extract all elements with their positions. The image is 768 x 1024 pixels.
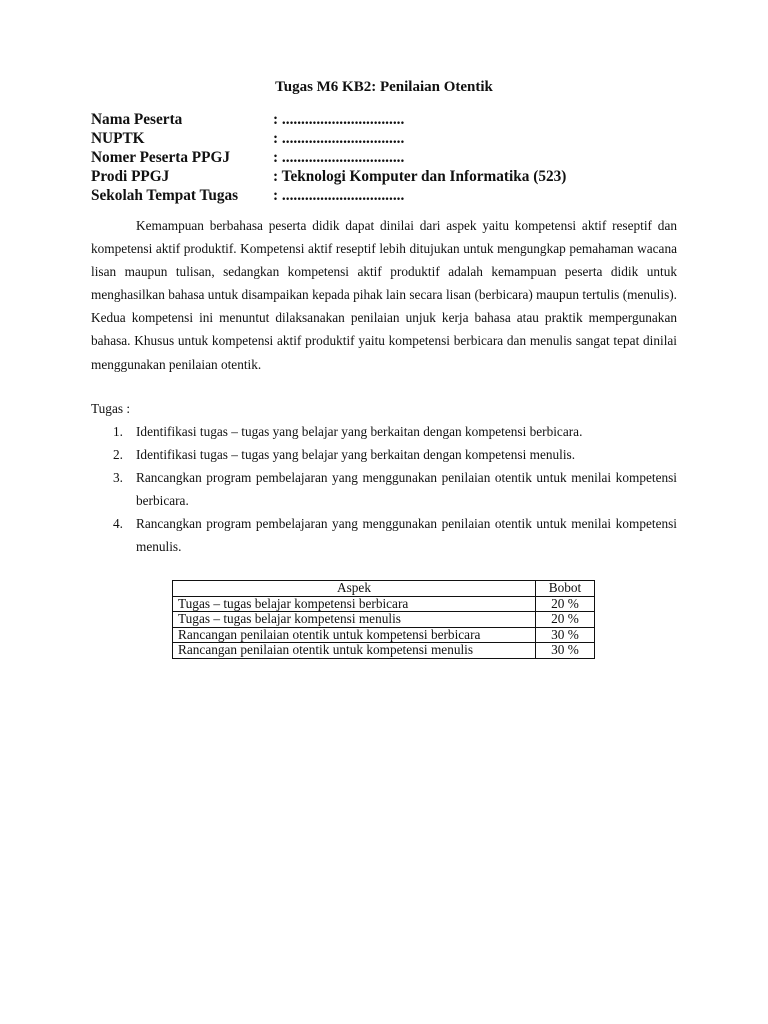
task-number: 3. <box>113 470 123 486</box>
aspek-cell: Rancangan penilaian otentik untuk kompetensi berbicara <box>173 627 536 643</box>
bobot-cell: 20 % <box>536 596 595 612</box>
field-row <box>91 129 566 148</box>
task-list <box>91 420 677 559</box>
list-item <box>91 512 677 558</box>
field-value: : ................................ <box>273 149 405 166</box>
column-header-aspek: Aspek <box>173 581 536 597</box>
field-value: : ................................ <box>273 130 405 147</box>
task-text: Identifikasi tugas – tugas yang belajar yang berkaitan dengan kompetensi berbicara. <box>136 424 583 439</box>
task-text: Rancangkan program pembelajaran yang menggunakan penilaian otentik untuk menilai kompetensi menulis. <box>136 516 677 555</box>
field-value: : ................................ <box>273 187 405 204</box>
field-row <box>91 148 566 167</box>
participant-fields <box>91 110 566 205</box>
field-label: Prodi PPGJ <box>91 168 170 185</box>
task-number: 2. <box>113 447 123 463</box>
weight-table <box>172 580 595 659</box>
field-label: Nama Peserta <box>91 111 183 128</box>
table-row <box>173 596 595 612</box>
field-label: Nomer Peserta PPGJ <box>91 149 231 166</box>
intro-paragraph: Kemampuan berbahasa peserta didik dapat dinilai dari aspek yaitu kompetensi aktif reseptif dan kompetensi aktif produktif. Kompetensi aktif reseptif lebih ditujukan untuk mengungkap pemahaman wacana lisan maupun tulisan, sedangkan kompetensi aktif produktif adalah kemampuan peserta didik untuk menghasilkan bahasa untuk disampaikan kepada pihak lain secara lisan (berbicara) maupun tertulis (menulis). Kedua kompetensi ini menuntut dilaksanakan penilaian unjuk kerja bahasa atau praktik mempergunakan bahasa. Khusus untuk kompetensi aktif produktif yaitu kompetensi berbicara dan menulis sangat tepat dinilai menggunakan penilaian otentik. <box>91 218 677 372</box>
aspek-cell: Tugas – tugas belajar kompetensi menulis <box>173 612 536 628</box>
task-number: 1. <box>113 424 123 439</box>
table-row <box>173 627 595 643</box>
aspek-cell: Tugas – tugas belajar kompetensi berbicara <box>173 596 536 612</box>
field-row <box>91 167 566 186</box>
bobot-cell: 30 % <box>536 627 595 643</box>
list-item <box>91 443 677 466</box>
field-label: NUPTK <box>91 130 145 147</box>
task-number: 4. <box>113 516 123 532</box>
field-value: : Teknologi Komputer dan Informatika (523) <box>273 168 567 185</box>
task-text: Rancangkan program pembelajaran yang menggunakan penilaian otentik untuk menilai kompetensi berbicara. <box>136 470 677 509</box>
bobot-cell: 30 % <box>536 643 595 659</box>
bobot-cell: 20 % <box>536 612 595 628</box>
list-item <box>91 420 677 443</box>
field-row <box>91 186 566 205</box>
column-header-bobot: Bobot <box>536 581 595 597</box>
task-text: Identifikasi tugas – tugas yang belajar yang berkaitan dengan kompetensi menulis. <box>136 447 576 463</box>
aspek-cell: Rancangan penilaian otentik untuk kompetensi menulis <box>173 643 536 659</box>
table-row <box>173 643 595 659</box>
field-label: Sekolah Tempat Tugas <box>91 187 239 204</box>
list-item <box>91 466 677 512</box>
field-row <box>91 110 566 129</box>
field-value: : ................................ <box>273 111 405 128</box>
table-row <box>173 612 595 628</box>
table-header-row <box>173 581 595 597</box>
page-title: Tugas M6 KB2: Penilaian Otentik <box>275 79 493 95</box>
tasks-heading: Tugas : <box>91 401 131 416</box>
